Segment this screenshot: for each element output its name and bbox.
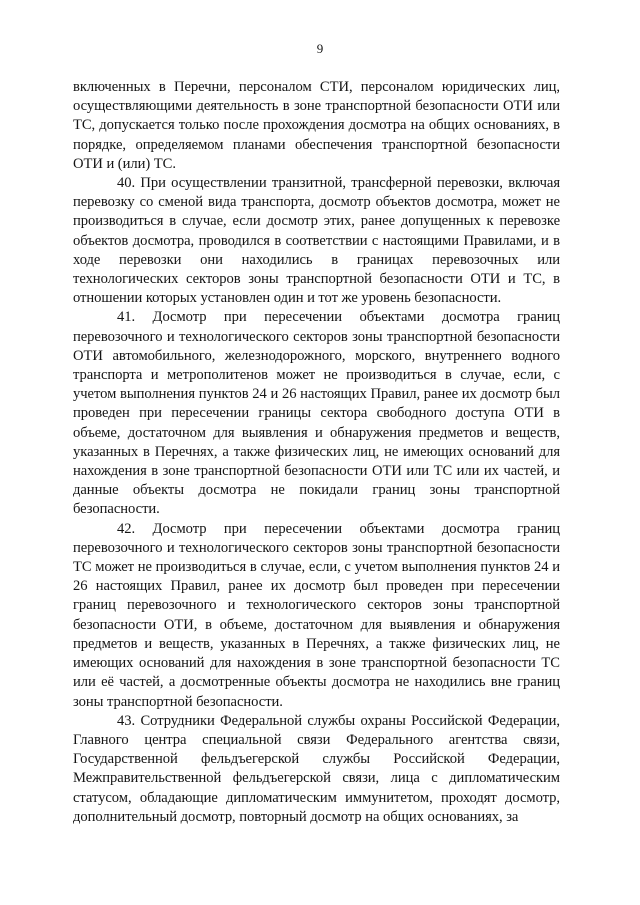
paragraph-continuation: включенных в Перечни, персоналом СТИ, персоналом юридических лиц, осуществляющими деятельность в зоне транспортной безопасности ОТИ или ТС, допускается только после прохождения досмотра на общих основаниях, в порядке, определяемом планами обеспечения транспортной безопасности ОТИ и (или) ТС. <box>73 79 560 172</box>
paragraph-item-40: 40. При осуществлении транзитной, трансферной перевозки, включая перевозку со сменой вида транспорта, досмотр объектов досмотра, может не производиться в случае, если досмотр этих, ранее допущенных к перевозке объектов досмотра, проводился в соответствии с настоящими Правилами, и в ходе перевозки они находились в границах перевозочных или технологических секторов зоны транспортной безопасности ОТИ и ТС, в отношении которых установлен один и тот же уровень безопасности. <box>73 175 560 307</box>
paragraph-item-42: 42. Досмотр при пересечении объектами досмотра границ перевозочного и технологического секторов зоны транспортной безопасности ТС может не производиться в случае, если, с учетом выполнения пунктов 24 и 26 настоящих Правил, ранее их досмотр был проведен при пересечении границ перевозочного и технологического секторов зоны транспортной безопасности ОТИ, в объеме, достаточном для выявления и обнаружения предметов и веществ, указанных в Перечнях, а также физических лиц, не имеющих оснований для нахождения в зоне транспортной безопасности ТС или её частей, а досмотренные объекты досмотра не находились вне границ зоны транспортной безопасности. <box>73 520 560 710</box>
page-number: 9 <box>316 41 324 56</box>
document-body <box>73 78 560 827</box>
paragraph-item-41: 41. Досмотр при пересечении объектами досмотра границ перевозочного и технологического секторов зоны транспортной безопасности ОТИ автомобильного, железнодорожного, морского, внутреннего водного транспорта и метрополитенов может не производиться в случае, если, с учетом выполнения пунктов 24 и 26 настоящих Правил, ранее их досмотр был проведен при пересечении границы сектора свободного доступа ОТИ в объеме, достаточном для выявления и обнаружения предметов и веществ, указанных в Перечнях, а также физических лиц, не имеющих оснований для нахождения в зоне транспортной безопасности ОТИ или ТС или их частей, и данные объекты досмотра не покидали границ зоны транспортной безопасности. <box>73 309 560 518</box>
paragraph-item-43: 43. Сотрудники Федеральной службы охраны Российской Федерации, Главного центра специальной связи Федерального агентства связи, Государственной фельдъегерской службы Российской Федерации, Межправительственной фельдъегерской связи, лица с дипломатическим статусом, обладающие дипломатическим иммунитетом, проходят досмотр, дополнительный досмотр, повторный досмотр на общих основаниях, за <box>73 712 560 825</box>
